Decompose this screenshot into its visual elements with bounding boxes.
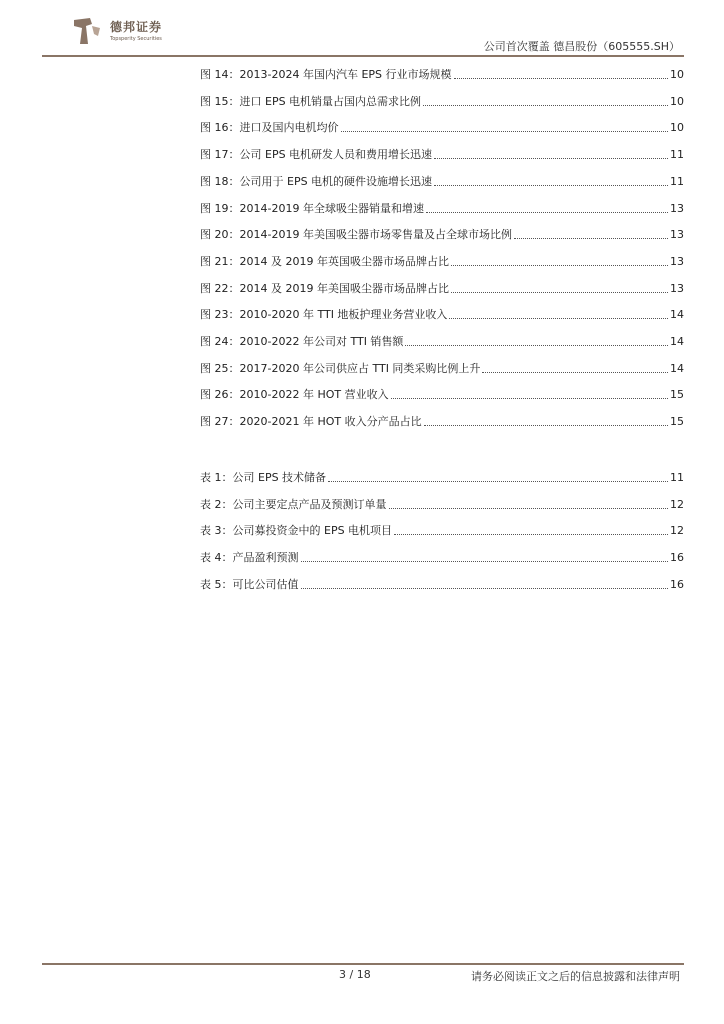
dot-leader bbox=[449, 317, 668, 319]
figure-entry-label: 图 22：2014 及 2019 年美国吸尘器市场品牌占比 bbox=[200, 281, 449, 295]
figure-entry-page: 14 bbox=[670, 361, 684, 375]
dot-leader bbox=[389, 507, 669, 509]
dot-leader bbox=[482, 371, 668, 373]
dot-leader bbox=[434, 184, 668, 186]
dot-leader bbox=[328, 480, 668, 482]
figure-toc-entry[interactable] bbox=[200, 306, 684, 322]
dot-leader bbox=[426, 211, 668, 213]
figure-toc-entry[interactable] bbox=[200, 226, 684, 242]
dot-leader bbox=[301, 587, 669, 589]
figure-entry-label: 图 21：2014 及 2019 年英国吸尘器市场品牌占比 bbox=[200, 254, 449, 268]
figure-entry-page: 10 bbox=[670, 68, 684, 81]
table-toc-entry[interactable] bbox=[200, 576, 684, 592]
table-entry-label: 表 1：公司 EPS 技术储备 bbox=[200, 471, 327, 484]
table-entry-page: 12 bbox=[670, 497, 684, 511]
figure-entry-page: 10 bbox=[670, 94, 684, 108]
figure-entry-page: 10 bbox=[670, 121, 684, 135]
header-divider bbox=[42, 55, 684, 57]
dot-leader bbox=[423, 104, 668, 106]
figure-entry-label: 图 18：公司用于 EPS 电机的硬件设施增长迅速 bbox=[200, 174, 433, 188]
figure-entry-page: 13 bbox=[670, 201, 684, 215]
figure-entry-page: 11 bbox=[670, 148, 684, 162]
brand-logo bbox=[70, 14, 190, 50]
dot-leader bbox=[391, 397, 668, 399]
figure-entry-page: 13 bbox=[670, 254, 684, 268]
page-number: 3 / 18 bbox=[339, 968, 371, 981]
dot-leader bbox=[301, 560, 669, 562]
table-toc-entry[interactable] bbox=[200, 549, 684, 565]
dot-leader bbox=[434, 157, 668, 159]
footer-divider bbox=[42, 963, 684, 965]
dot-leader bbox=[454, 77, 668, 79]
page-header bbox=[0, 0, 724, 60]
figure-entry-page: 14 bbox=[670, 308, 684, 322]
figure-entry-label: 图 19：2014-2019 年全球吸尘器销量和增速 bbox=[200, 201, 424, 215]
figure-entry-label: 图 14：2013-2024 年国内汽车 EPS 行业市场规模 bbox=[200, 68, 452, 81]
dot-leader bbox=[405, 344, 668, 346]
figure-entry-label: 图 23：2010-2020 年 TTI 地板护理业务营业收入 bbox=[200, 308, 448, 322]
figure-toc-entry[interactable] bbox=[200, 173, 684, 189]
table-entry-label: 表 2：公司主要定点产品及预测订单量 bbox=[200, 497, 387, 511]
figure-toc-entry[interactable] bbox=[200, 413, 684, 429]
figure-entry-label: 图 15：进口 EPS 电机销量占国内总需求比例 bbox=[200, 94, 422, 108]
dot-leader bbox=[424, 424, 668, 426]
dot-leader bbox=[394, 533, 668, 535]
figure-entry-label: 图 26：2010-2022 年 HOT 营业收入 bbox=[200, 388, 389, 402]
figure-toc-entry[interactable] bbox=[200, 386, 684, 402]
figure-toc-entry[interactable] bbox=[200, 333, 684, 349]
table-entry-label: 表 4：产品盈利预测 bbox=[200, 551, 299, 565]
brand-name-cn: 德邦证券 bbox=[110, 20, 163, 34]
dot-leader bbox=[514, 237, 668, 239]
table-toc-entry[interactable] bbox=[200, 522, 684, 538]
figure-entry-page: 11 bbox=[670, 174, 684, 188]
figure-entry-page: 15 bbox=[670, 415, 684, 429]
figure-toc-entry[interactable] bbox=[200, 146, 684, 162]
figure-entry-label: 图 24：2010-2022 年公司对 TTI 销售额 bbox=[200, 335, 404, 348]
figure-toc-entry[interactable] bbox=[200, 253, 684, 269]
figure-toc-entry[interactable] bbox=[200, 66, 684, 82]
table-entry-page: 11 bbox=[670, 471, 684, 484]
report-title: 公司首次覆盖 德昌股份（605555.SH） bbox=[483, 40, 680, 53]
figure-entry-page: 14 bbox=[670, 335, 684, 348]
figure-entry-page: 13 bbox=[670, 281, 684, 295]
figure-entry-label: 图 25：2017-2020 年公司供应占 TTI 同类采购比例上升 bbox=[200, 361, 481, 375]
table-toc-entry[interactable] bbox=[200, 496, 684, 512]
figure-entry-label: 图 17：公司 EPS 电机研发人员和费用增长迅速 bbox=[200, 148, 433, 162]
figure-entry-page: 13 bbox=[670, 228, 684, 242]
table-entry-label: 表 3：公司募投资金中的 EPS 电机项目 bbox=[200, 524, 393, 538]
figure-entry-label: 图 27：2020-2021 年 HOT 收入分产品占比 bbox=[200, 415, 422, 429]
dot-leader bbox=[451, 264, 668, 266]
figure-entry-label: 图 20：2014-2019 年美国吸尘器市场零售量及占全球市场比例 bbox=[200, 228, 512, 242]
figure-toc-entry[interactable] bbox=[200, 360, 684, 376]
table-toc-entry[interactable] bbox=[200, 469, 684, 485]
figure-toc-entry[interactable] bbox=[200, 93, 684, 109]
table-entry-page: 16 bbox=[670, 551, 684, 565]
table-entry-label: 表 5：可比公司估值 bbox=[200, 577, 299, 591]
table-entry-page: 12 bbox=[670, 524, 684, 538]
figure-toc-entry[interactable] bbox=[200, 200, 684, 216]
figure-toc-entry[interactable] bbox=[200, 280, 684, 296]
dot-leader bbox=[451, 291, 668, 293]
logo-mark-icon bbox=[70, 14, 104, 48]
figure-toc-entry[interactable] bbox=[200, 119, 684, 135]
figure-entry-page: 15 bbox=[670, 388, 684, 402]
brand-name-en: Topsperity Securities bbox=[110, 36, 162, 42]
table-entry-page: 16 bbox=[670, 577, 684, 591]
figure-entry-label: 图 16：进口及国内电机均价 bbox=[200, 121, 339, 135]
footer-disclaimer: 请务必阅读正文之后的信息披露和法律声明 bbox=[471, 970, 680, 983]
dot-leader bbox=[341, 130, 669, 132]
